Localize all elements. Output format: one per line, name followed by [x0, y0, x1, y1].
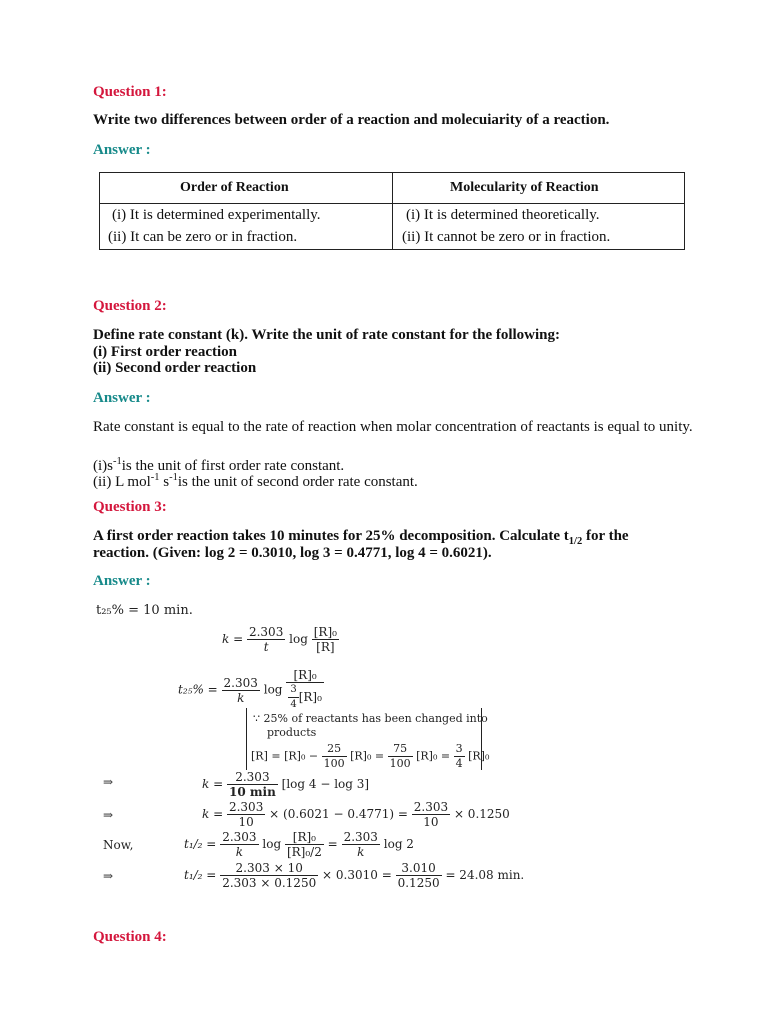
solution-line-result: t₁/₂ = $\frac{2.303 \times 10}{2.303 \times 0.1250}$ × 0.3010 = $\frac{3.010}{0.1250}$ = 24.08 min. — [184, 861, 525, 890]
table-header-order: Order of Reaction — [180, 180, 289, 195]
table-header-molecularity: Molecularity of Reaction — [450, 180, 599, 195]
question-4-heading: Question 4: — [93, 929, 167, 945]
solution-line-t25: t₂₅% = $\frac{2.303}{k}$ log [R]₀ $\frac{3}{4}$ [R]₀ — [178, 668, 322, 710]
question-2-heading: Question 2: — [93, 298, 167, 314]
question-3-line-2: reaction. (Given: log 2 = 0.3010, log 3 = 0.4771, log 4 = 0.6021). — [93, 545, 492, 561]
note-line-1: ∵ 25% of reactants has been changed into — [253, 712, 488, 725]
note-line-3: [R] = [R]₀ − $\frac{25}{100}$ [R]₀ = $\frac{75}{100}$ [R]₀ = $\frac{3}{4}$ [R]₀ — [251, 742, 490, 770]
note-line-2: products — [267, 726, 317, 739]
question-1-heading: Question 1: — [93, 84, 167, 100]
solution-line-thalf: t₁/₂ = $\frac{2.303}{k}$ log $\frac{\text{[R]₀}}{\text{[R]₀/2}}$ = $\frac{2.303}{k}$ log 2 — [184, 830, 414, 859]
question-2-line-2: (i) First order reaction — [93, 344, 237, 360]
table-divider — [392, 173, 393, 249]
solution-line-k1: k = $\frac{2.303}{10 \min}$ [log 4 − log 3] — [202, 770, 370, 799]
solution-line-k2: k = $\frac{2.303}{10}$ × (0.6021 − 0.4771) = $\frac{2.303}{10}$ × 0.1250 — [202, 800, 510, 829]
implies-arrow: ⇒ — [103, 869, 114, 883]
question-3-line-1: A first order reaction takes 10 minutes for 25% decomposition. Calculate $t_{1/2}$ for the — [93, 528, 629, 547]
bracket-note — [246, 708, 490, 770]
solution-line-given: t₂₅% = 10 min. — [96, 603, 193, 618]
question-2-line-1: Define rate constant (k). Write the unit of rate constant for the following: — [93, 327, 561, 343]
table-cell: (i) It is determined experimentally. — [112, 207, 321, 223]
answer-3-label: Answer : — [93, 573, 151, 589]
table-cell: (ii) It can be zero or in fraction. — [108, 229, 298, 245]
question-2-line-3: (ii) Second order reaction — [93, 360, 257, 376]
answer-2-label: Answer : — [93, 390, 151, 406]
answer-2-unit-1: $(i)s^{-1}is$ the unit of first order rate constant. — [93, 456, 345, 474]
answer-1-label: Answer : — [93, 142, 151, 158]
answer-2-paragraph: Rate constant is equal to the rate of reaction when molar concentration of reactants is equal to unity. — [93, 419, 693, 435]
table-cell: (i) It is determined theoretically. — [406, 207, 600, 223]
solution-line-k-formula: k = $\frac{2.303}{t}$ log $\frac{\text{[R]₀}}{[R]}$ — [222, 625, 337, 654]
now-label: Now, — [103, 838, 134, 852]
implies-arrow: ⇒ — [103, 775, 114, 789]
implies-arrow: ⇒ — [103, 808, 114, 822]
answer-2-unit-2: (ii) L mol$^{-1}$ $s^{-1}is$ the unit of second order rate constant. — [93, 472, 418, 490]
question-1-text: Write two differences between order of a reaction and molecuiarity of a reaction. — [93, 112, 610, 128]
table-cell: (ii) It cannot be zero or in fraction. — [402, 229, 611, 245]
question-3-heading: Question 3: — [93, 499, 167, 515]
comparison-table — [99, 172, 685, 250]
